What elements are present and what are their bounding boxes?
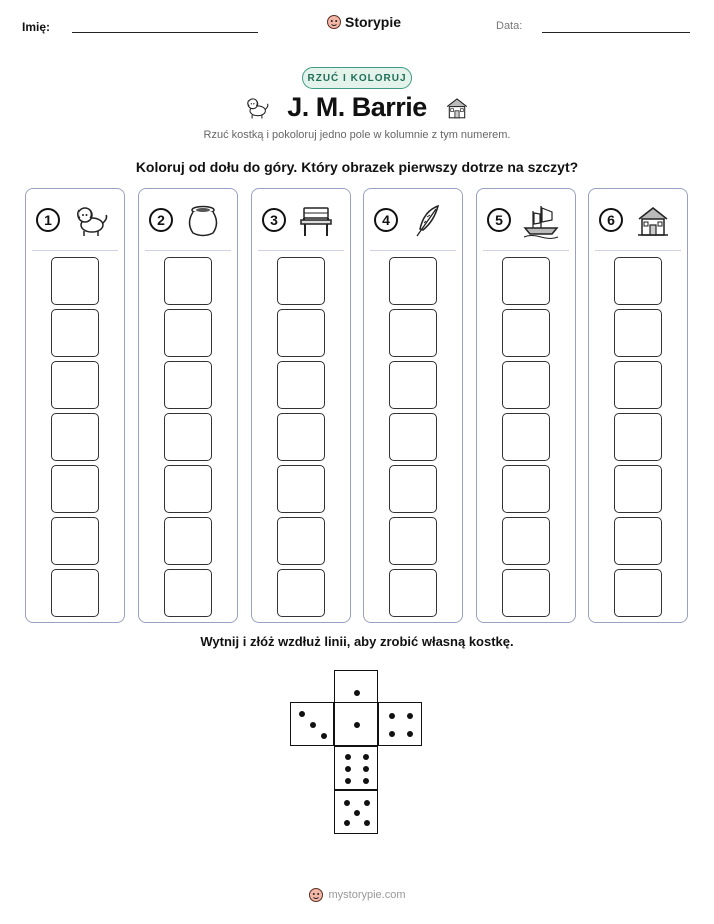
color-cell[interactable] <box>164 257 212 305</box>
title-row <box>0 92 714 123</box>
color-cell[interactable] <box>277 569 325 617</box>
ship-icon <box>521 203 561 239</box>
dice-pip <box>344 800 350 806</box>
color-cell[interactable] <box>277 309 325 357</box>
dice-pip <box>345 766 351 772</box>
dice-face-1 <box>334 702 378 746</box>
dice-face-5 <box>334 790 378 834</box>
column-header <box>477 203 575 239</box>
color-cell[interactable] <box>164 309 212 357</box>
color-cell[interactable] <box>51 257 99 305</box>
dice-pip <box>344 820 350 826</box>
name-label: Imię: <box>22 20 51 34</box>
bench-icon <box>296 203 336 239</box>
color-cell[interactable] <box>277 257 325 305</box>
color-cell[interactable] <box>277 465 325 513</box>
dice-pip <box>354 810 360 816</box>
color-cell[interactable] <box>164 361 212 409</box>
column-6 <box>588 188 688 623</box>
column-header <box>26 203 124 239</box>
dice-pip <box>310 722 316 728</box>
color-cell[interactable] <box>614 257 662 305</box>
column-divider <box>483 250 569 251</box>
cottage-icon <box>443 94 471 122</box>
date-label: Data: <box>496 20 523 32</box>
color-cell[interactable] <box>51 517 99 565</box>
column-divider <box>145 250 231 251</box>
dice-pip <box>345 754 351 760</box>
column-number: 3 <box>262 208 286 232</box>
column-5 <box>476 188 576 623</box>
subtitle: Rzuć kostką i pokoloruj jedno pole w kolumnie z tym numerem. <box>203 129 511 141</box>
page-title: J. M. Barrie <box>287 92 427 122</box>
color-cell[interactable] <box>389 257 437 305</box>
color-cell[interactable] <box>277 517 325 565</box>
dice-pip <box>345 778 351 784</box>
color-cell[interactable] <box>277 361 325 409</box>
dice-pip <box>389 731 395 737</box>
column-number: 1 <box>36 208 60 232</box>
column-header <box>589 203 687 239</box>
color-cell[interactable] <box>164 465 212 513</box>
color-cell[interactable] <box>502 361 550 409</box>
color-cell[interactable] <box>614 465 662 513</box>
column-4 <box>363 188 463 623</box>
activity-badge: RZUĆ I KOLORUJ <box>302 67 412 89</box>
color-cell[interactable] <box>502 309 550 357</box>
color-cell[interactable] <box>51 413 99 461</box>
column-divider <box>32 250 118 251</box>
color-cell[interactable] <box>277 413 325 461</box>
dice-net <box>290 670 426 838</box>
dog-icon <box>70 203 110 239</box>
brand-name: Storypie <box>345 14 402 30</box>
color-cell[interactable] <box>51 465 99 513</box>
column-1 <box>25 188 125 623</box>
dog-icon <box>243 94 271 122</box>
color-cell[interactable] <box>389 569 437 617</box>
cut-instruction: Wytnij i złóż wzdłuż linii, aby zrobić własną kostkę. <box>200 634 514 649</box>
column-divider <box>595 250 681 251</box>
color-cell[interactable] <box>164 517 212 565</box>
column-number: 2 <box>149 208 173 232</box>
column-number: 5 <box>487 208 511 232</box>
date-line[interactable] <box>542 32 690 33</box>
color-cell[interactable] <box>614 309 662 357</box>
column-divider <box>258 250 344 251</box>
storypie-mascot-icon <box>308 887 324 903</box>
dice-pip <box>363 778 369 784</box>
column-header <box>364 203 462 239</box>
color-cell[interactable] <box>164 413 212 461</box>
dice-pip <box>363 754 369 760</box>
dice-pip <box>363 766 369 772</box>
dice-face-6 <box>334 746 378 790</box>
color-cell[interactable] <box>502 257 550 305</box>
column-divider <box>370 250 456 251</box>
color-cell[interactable] <box>51 569 99 617</box>
column-3 <box>251 188 351 623</box>
color-cell[interactable] <box>51 361 99 409</box>
color-cell[interactable] <box>502 413 550 461</box>
column-number: 4 <box>374 208 398 232</box>
dice-pip <box>407 731 413 737</box>
cottage-icon <box>633 203 673 239</box>
dice-pip <box>299 711 305 717</box>
footer-url[interactable]: mystorypie.com <box>328 889 406 901</box>
brand-logo <box>326 14 401 30</box>
column-header <box>252 203 350 239</box>
dice-pip <box>364 800 370 806</box>
color-cell[interactable] <box>502 569 550 617</box>
column-number: 6 <box>599 208 623 232</box>
dice-face-3 <box>290 702 334 746</box>
dice-face-4 <box>378 702 422 746</box>
dice-pip <box>364 820 370 826</box>
color-cell[interactable] <box>389 361 437 409</box>
color-cell[interactable] <box>502 517 550 565</box>
instruction: Koloruj od dołu do góry. Który obrazek pierwszy dotrze na szczyt? <box>135 159 579 175</box>
color-cell[interactable] <box>614 361 662 409</box>
color-cell[interactable] <box>502 465 550 513</box>
color-cell[interactable] <box>614 517 662 565</box>
dice-pip <box>354 722 360 728</box>
color-cell[interactable] <box>51 309 99 357</box>
column-2 <box>138 188 238 623</box>
color-cell[interactable] <box>389 517 437 565</box>
dice-pip <box>354 690 360 696</box>
dice-pip <box>407 713 413 719</box>
name-line[interactable] <box>72 32 258 33</box>
column-header <box>139 203 237 239</box>
color-cell[interactable] <box>389 309 437 357</box>
color-cell[interactable] <box>164 569 212 617</box>
color-cell[interactable] <box>389 465 437 513</box>
dice-pip <box>321 733 327 739</box>
color-cell[interactable] <box>614 569 662 617</box>
feather-icon <box>408 203 448 239</box>
storypie-mascot-icon <box>326 14 342 30</box>
color-cell[interactable] <box>389 413 437 461</box>
pot-icon <box>183 203 223 239</box>
dice-pip <box>389 713 395 719</box>
footer <box>0 887 714 903</box>
color-cell[interactable] <box>614 413 662 461</box>
